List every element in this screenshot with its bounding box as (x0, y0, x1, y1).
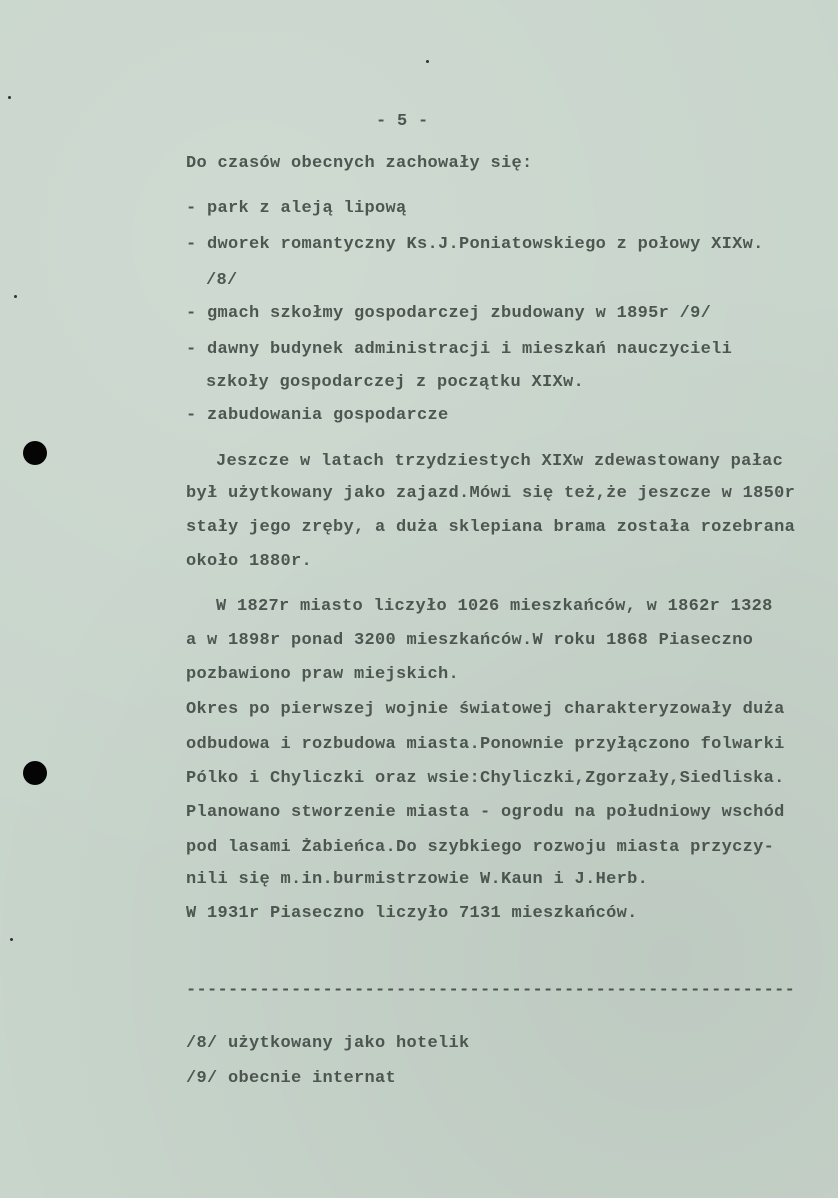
punch-hole (23, 441, 47, 465)
paragraph-line: a w 1898r ponad 3200 mieszkańców.W roku 1868 Piaseczno (186, 631, 754, 650)
footnote: /9/ obecnie internat (186, 1069, 397, 1088)
speck (8, 96, 11, 99)
paragraph-line: stały jego zręby, a duża sklepiana brama została rozebrana (186, 518, 796, 537)
paragraph-line: nili się m.in.burmistrzowie W.Kaun i J.Herb. (186, 870, 649, 889)
paragraph-line: odbudowa i rozbudowa miasta.Ponownie przyłączono folwarki (186, 735, 785, 754)
punch-hole (23, 761, 47, 785)
list-item: - gmach szkołmy gospodarczej zbudowany w 1895r /9/ (186, 304, 712, 323)
speck (10, 938, 13, 941)
paragraph-line: Jeszcze w latach trzydziestych XIXw zdewastowany pałac (216, 452, 784, 471)
paragraph-line: pozbawiono praw miejskich. (186, 665, 460, 684)
paragraph-line: był użytkowany jako zajazd.Mówi się też,że jeszcze w 1850r (186, 484, 796, 503)
list-item: - zabudowania gospodarcze (186, 406, 449, 425)
paragraph-line: Okres po pierwszej wojnie światowej charakteryzowały duża (186, 700, 785, 719)
footnote-separator: ---------------------------------------------------------- (186, 981, 796, 1000)
section-heading: Do czasów obecnych zachowały się: (186, 154, 533, 173)
speck (14, 295, 17, 298)
page-number: - 5 - (376, 112, 429, 131)
paragraph-line: W 1827r miasto liczyło 1026 mieszkańców, w 1862r 1328 (216, 597, 773, 616)
footnote: /8/ użytkowany jako hotelik (186, 1034, 470, 1053)
paragraph-line: około 1880r. (186, 552, 313, 571)
list-item-continuation: /8/ (206, 271, 238, 290)
speck (426, 60, 429, 63)
list-item-continuation: szkoły gospodarczej z początku XIXw. (206, 373, 585, 392)
list-item: - dawny budynek administracji i mieszkań nauczycieli (186, 340, 733, 359)
paragraph-line: Planowano stworzenie miasta - ogrodu na południowy wschód (186, 803, 785, 822)
paragraph-line: Pólko i Chyliczki oraz wsie:Chyliczki,Zgorzały,Siedliska. (186, 769, 785, 788)
list-item: - park z aleją lipową (186, 199, 407, 218)
paragraph-line: pod lasami Żabieńca.Do szybkiego rozwoju miasta przyczy- (186, 838, 775, 857)
list-item: - dworek romantyczny Ks.J.Poniatowskiego z połowy XIXw. (186, 235, 764, 254)
paragraph-line: W 1931r Piaseczno liczyło 7131 mieszkańców. (186, 904, 638, 923)
